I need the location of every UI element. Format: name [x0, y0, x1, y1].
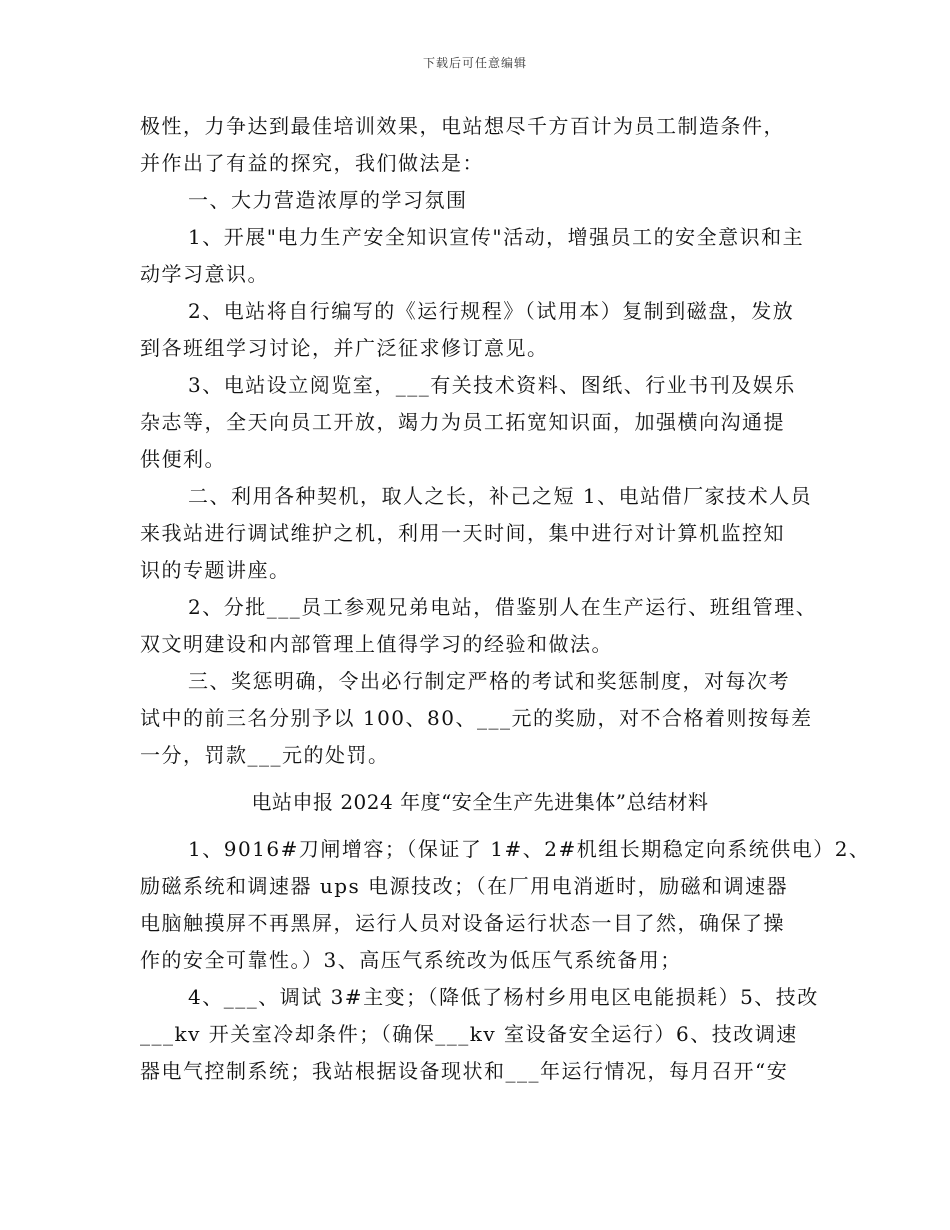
section-heading: 二、利用各种契机，取人之长，补己之短 1、电站借厂家技术人员 [188, 484, 813, 508]
text-line: 器电气控制系统；我站根据设备现状和___年运行情况，每月召开“安 [140, 1059, 789, 1083]
text-line: 极性，力争达到最佳培训效果，电站想尽千方百计为员工制造条件， [140, 114, 785, 138]
text-line: 到各班组学习讨论，并广泛征求修订意见。 [140, 336, 549, 360]
document-body [140, 108, 871, 1090]
text-line: 杂志等，全天向员工开放，竭力为员工拓宽知识面，加强横向沟通提 [140, 410, 785, 434]
text-line: 作的安全可靠性。）3、高压气系统改为低压气系统备用； [140, 948, 682, 972]
text-line: 来我站进行调试维护之机，利用一天时间，集中进行对计算机监控知 [140, 521, 785, 545]
text-line: 试中的前三名分别予以 100、80、___元的奖励，对不合格着则按每差 [140, 706, 813, 730]
document-title: 电站申报 2024 年度“安全生产先进集体”总结材料 [251, 790, 709, 814]
text-line: 一分，罚款___元的处罚。 [140, 743, 390, 767]
text-line: 2、电站将自行编写的《运行规程》（试用本）复制到磁盘，发放 [188, 299, 795, 323]
text-line: ___kv 开关室冷却条件；（确保___kv 室设备安全运行）6、技改调速 [140, 1022, 798, 1046]
text-line: 3、电站设立阅览室，___有关技术资料、图纸、行业书刊及娱乐 [188, 373, 796, 397]
text-line: 电脑触摸屏不再黑屏，运行人员对设备运行状态一目了然，确保了操 [140, 911, 785, 935]
text-line: 2、分批___员工参观兄弟电站，借鉴别人在生产运行、班组管理、 [188, 595, 818, 619]
text-line: 4、___、调试 3#主变；（降低了杨村乡用电区电能损耗）5、技改 [188, 985, 819, 1009]
text-line: 并作出了有益的探究，我们做法是： [140, 151, 484, 175]
text-line: 励磁系统和调速器 ups 电源技改；（在厂用电消逝时，励磁和调速器 [140, 874, 789, 898]
text-line: 供便利。 [140, 447, 226, 471]
section-heading: 三、奖惩明确，令出必行制定严格的考试和奖惩制度，对每次考 [188, 669, 790, 693]
text-line: 识的专题讲座。 [140, 558, 291, 582]
text-line: 动学习意识。 [140, 262, 269, 286]
text-line: 双文明建设和内部管理上值得学习的经验和做法。 [140, 632, 613, 656]
text-line: 1、9016#刀闸增容；（保证了 1#、2#机组长期稳定向系统供电）2、 [188, 837, 871, 861]
section-heading: 一、大力营造浓厚的学习氛围 [188, 188, 468, 212]
text-line: 1、开展"电力生产安全知识宣传"活动，增强员工的安全意识和主 [188, 225, 805, 249]
page-header: 下载后可任意编辑 [422, 56, 527, 70]
